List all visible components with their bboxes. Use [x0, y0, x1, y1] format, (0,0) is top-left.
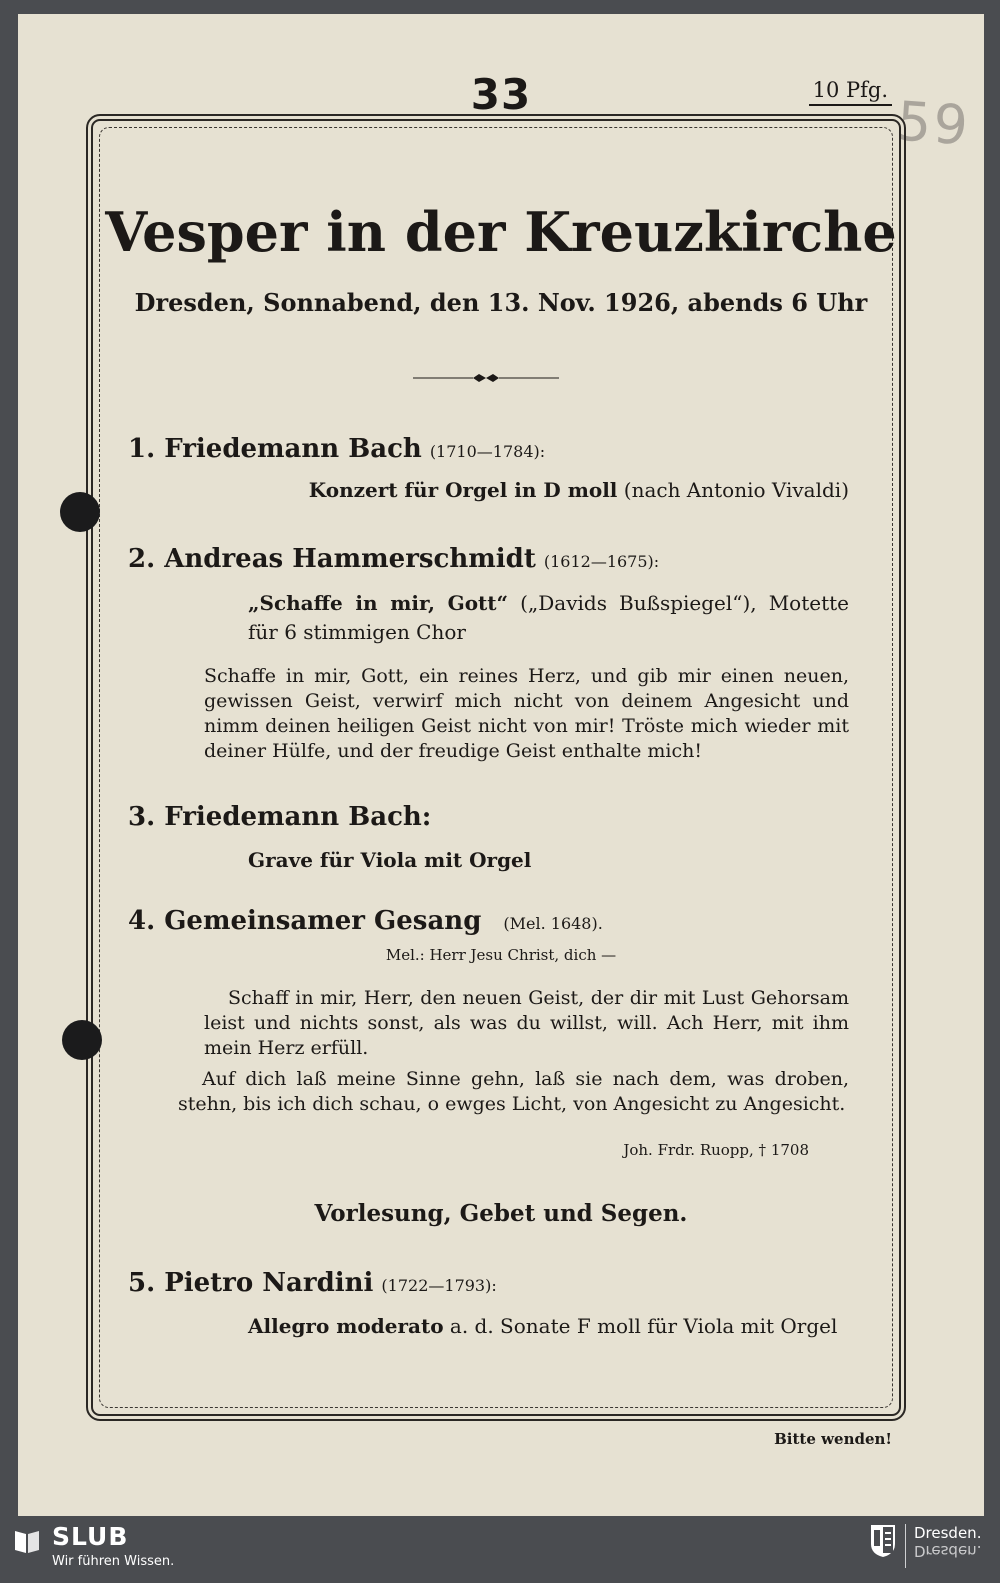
hymn-stanza-1: Schaff in mir, Herr, den neuen Geist, der dir mit Lust Gehorsam leist und nichts sonst, als was du willst, will. Ach Herr, mit ihm mein Herz erfüll. [204, 987, 849, 1059]
footer-bar [0, 1518, 1000, 1583]
footer-city-mirror: Dresden. [914, 1542, 982, 1560]
composer-dates: (1710—1784): [429, 442, 546, 461]
program-item-2-head [128, 544, 869, 574]
program-item-4-head [128, 906, 869, 936]
composer-name: 1. Friedemann Bach [128, 434, 422, 464]
hymn-melody-date: (Mel. 1648). [503, 914, 603, 933]
book-icon [12, 1526, 42, 1556]
footer-separator [905, 1524, 906, 1568]
program-item-1-head [128, 434, 869, 464]
punch-hole [60, 492, 100, 532]
archive-pencil-mark: 59 [895, 89, 973, 158]
composer-dates: (1612—1675): [543, 552, 660, 571]
footer-brand[interactable]: SLUB [52, 1522, 129, 1551]
work-title: „Schaffe in mir, Gott“ [248, 591, 509, 615]
hymn-author: Joh. Frdr. Ruopp, † 1708 [623, 1141, 809, 1159]
composer-name: 2. Andreas Hammerschmidt [128, 544, 536, 574]
lecture-line: Vorlesung, Gebet und Segen. [314, 1200, 688, 1227]
composer-dates: (1722—1793): [381, 1276, 497, 1295]
work-note: (nach Antonio Vivaldi) [617, 478, 849, 502]
price-label: 10 Pfg. [809, 78, 892, 106]
program-item-3-head [128, 802, 869, 832]
program-item-3-work [248, 846, 849, 875]
ornament-divider-icon [413, 372, 559, 384]
composer-name: 3. Friedemann Bach: [128, 802, 432, 832]
hymn-stanza-2: Auf dich laß meine Sinne gehn, laß sie nach dem, was droben, stehn, bis ich dich schau, o ewges Licht, von Angesicht zu Angesicht. [178, 1068, 849, 1115]
work-note: („Davids Bußspiegel“), Motette für 6 stimmigen Chor [248, 591, 850, 644]
footer-city-label[interactable]: Dresden. [914, 1524, 982, 1542]
program-item-1-work [248, 476, 849, 505]
footer-tagline: Wir führen Wissen. [52, 1554, 175, 1569]
program-sheet [18, 14, 984, 1516]
punch-hole [62, 1020, 102, 1060]
hymn-heading: 4. Gemeinsamer Gesang [128, 906, 482, 936]
program-item-5-work [248, 1312, 849, 1341]
work-title: Konzert für Orgel in D moll [308, 478, 618, 502]
program-item-5-head [128, 1268, 869, 1298]
program-item-2-work [248, 589, 849, 647]
work-title: Grave für Viola mit Orgel [248, 848, 532, 872]
motet-text: Schaffe in mir, Gott, ein reines Herz, und gib mir einen neuen, gewissen Geist, verwirf mich nicht von deinem Angesicht und nimm deinen heiligen Geist nicht von mir! Tröste mich wieder mit deiner Hülfe, und der freudige Geist enthalte mich! [204, 665, 849, 762]
work-note: a. d. Sonate F moll für Viola mit Orgel [443, 1314, 838, 1338]
work-title: Allegro moderato [248, 1314, 444, 1338]
melody-note: Mel.: Herr Jesu Christ, dich — [385, 946, 617, 964]
dresden-crest-icon [870, 1524, 896, 1558]
page-subtitle: Dresden, Sonnabend, den 13. Nov. 1926, abends 6 Uhr [134, 288, 868, 317]
sheet-number: 33 [470, 70, 532, 119]
turn-page-note: Bitte wenden! [774, 1430, 892, 1448]
page-title: Vesper in der Kreuzkirche [105, 200, 897, 264]
composer-name: 5. Pietro Nardini [128, 1268, 374, 1298]
